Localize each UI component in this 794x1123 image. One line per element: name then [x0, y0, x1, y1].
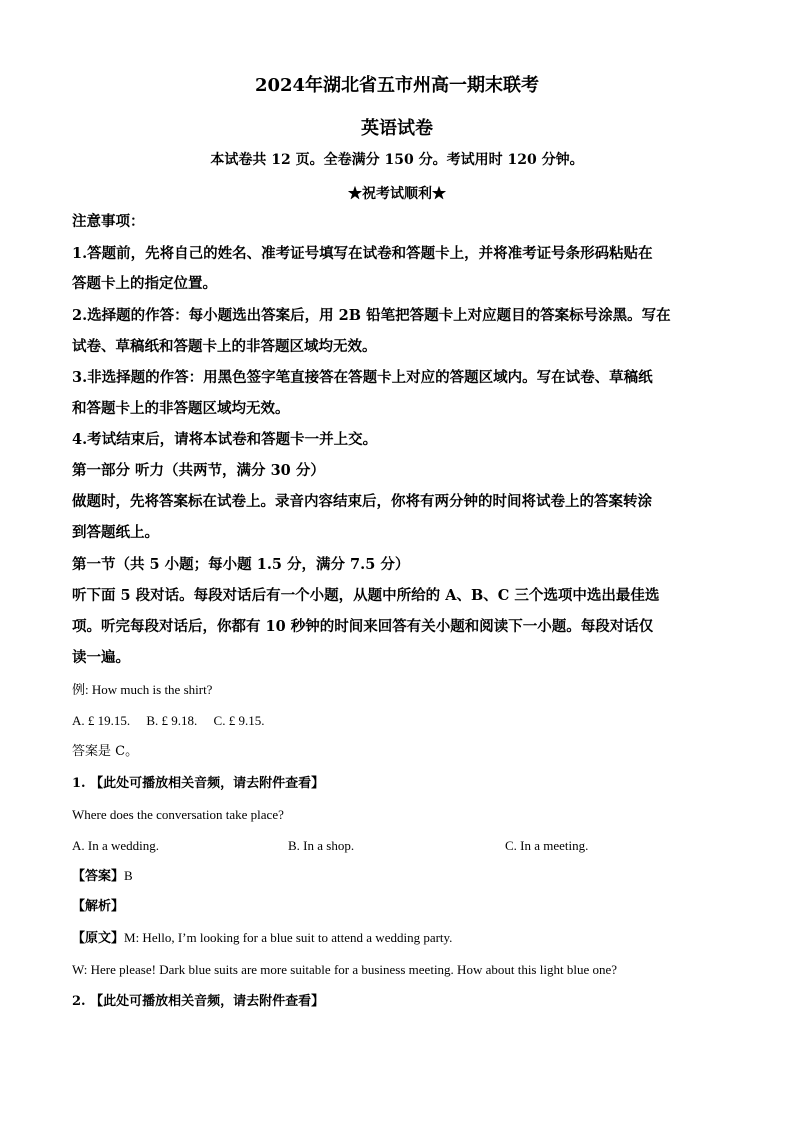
notes-heading: 注意事项： [72, 213, 145, 230]
question-1-text: Where does the conversation take place? [72, 807, 284, 822]
question-2-label: 2. 【此处可播放相关音频，请去附件查看】 [72, 994, 325, 1009]
example-options: A. £ 19.15. B. £ 9.18. C. £ 9.15. [72, 713, 265, 728]
section1-instruction-line-3: 读一遍。 [72, 649, 130, 666]
part1-heading: 第一部分 听力（共两节，满分 30 分） [72, 462, 325, 479]
question-1-original [72, 929, 452, 948]
exam-info: 本试卷共 12 页。全卷满分 150 分。考试用时 120 分钟。 [210, 152, 584, 168]
question-1-option-c: C. In a meeting. [505, 838, 589, 853]
note-3-line-2: 和答题卡上的非答题区域均无效。 [72, 400, 290, 417]
original-tag: 【原文】 [72, 931, 125, 946]
note-2-line-1: 2.选择题的作答：每小题选出答案后，用 2B 铅笔把答题卡上对应题目的答案标号涂黑。写在 [72, 307, 671, 324]
note-4: 4.考试结束后，请将本试卷和答题卡一并上交。 [72, 431, 378, 448]
question-1-option-a: A. In a wedding. [72, 838, 160, 853]
exam-wish: ★祝考试顺利★ [348, 186, 446, 202]
note-1-line-2: 答题卡上的指定位置。 [72, 275, 217, 292]
section1-instruction-line-2: 项。听完每段对话后，你都有 10 秒钟的时间来回答有关小题和阅读下一小题。每段对话仅 [72, 618, 654, 635]
note-2-line-2: 试卷、草稿纸和答题卡上的非答题区域均无效。 [72, 338, 377, 355]
original-line-1: M: Hello, I’m looking for a blue suit to attend a wedding party. [124, 930, 453, 945]
section1-instruction-line-1: 听下面 5 段对话。每段对话后有一个小题，从题中所给的 A、B、C 三个选项中选出最佳选 [72, 587, 660, 604]
question-1-answer [72, 867, 133, 886]
part1-instruction-line-1: 做题时，先将答案标在试卷上。录音内容结束后，你将有两分钟的时间将试卷上的答案转涂 [72, 493, 652, 510]
part1-instruction-line-2: 到答题纸上。 [72, 524, 159, 541]
exam-title: 2024年湖北省五市州高一期末联考 [254, 75, 540, 96]
original-line-2: W: Here please! Dark blue suits are more suitable for a business meeting. How about this light blue one? [72, 962, 618, 977]
question-1-option-b: B. In a shop. [288, 838, 355, 853]
note-1-line-1: 1.答题前，先将自己的姓名、准考证号填写在试卷和答题卡上，并将准考证号条形码粘贴在 [72, 245, 653, 262]
subject-title: 英语试卷 [361, 118, 433, 139]
example-answer: 答案是 C。 [72, 744, 139, 759]
note-3-line-1: 3.非选择题的作答：用黑色签字笔直接答在答题卡上对应的答题区域内。写在试卷、草稿纸 [72, 369, 653, 386]
question-1-analysis [72, 898, 124, 916]
answer-tag: 【答案】 [72, 869, 125, 884]
example-question: 例: How much is the shirt? [72, 682, 213, 697]
analysis-tag: 【解析】 [72, 899, 125, 914]
section1-heading: 第一节（共 5 小题；每小题 1.5 分，满分 7.5 分） [72, 556, 410, 573]
question-1-label: 1. 【此处可播放相关音频，请去附件查看】 [72, 776, 325, 791]
answer-value: B [124, 868, 133, 883]
